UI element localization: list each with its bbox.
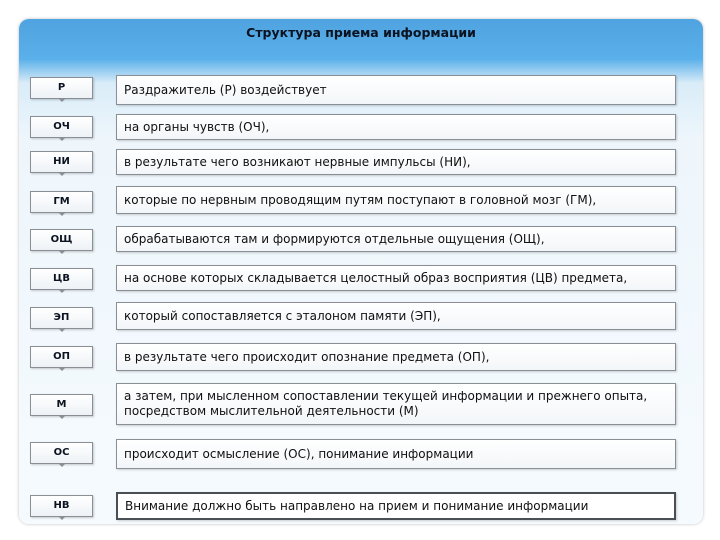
step-code: ОЩ [30,229,93,251]
step-code: ЭП [30,307,93,329]
step-code: НВ [30,495,93,517]
step-description: в результате чего возникают нервные импульсы (НИ), [116,149,676,175]
step-code: НИ [30,151,93,173]
step-description: в результате чего происходит опознание предмета (ОП), [116,343,676,371]
step-code: ОС [30,442,93,464]
step-description: а затем, при мысленном сопоставлении текущей информации и прежнего опыта, посредством мыслительной деятельности (М) [116,383,676,425]
step-description: происходит осмысление (ОС), понимание информации [116,439,676,469]
step-description: на основе которых складывается целостный образ восприятия (ЦВ) предмета, [116,265,676,291]
step-code: ГМ [30,191,93,213]
step-code: Р [30,77,93,99]
step-code: ОП [30,346,93,368]
step-code: М [30,394,93,416]
slide-frame [19,19,703,524]
step-description: который сопоставляется с эталоном памяти (ЭП), [116,302,676,330]
step-code: ЦВ [30,268,93,290]
page-title: Структура приема информации [246,25,476,40]
step-description: Раздражитель (Р) воздействует [116,75,676,105]
step-description: которые по нервным проводящим путям поступают в головной мозг (ГМ), [116,186,676,214]
step-description: на органы чувств (ОЧ), [116,114,676,140]
step-description-final: Внимание должно быть направлено на прием и понимание информации [116,492,676,520]
step-description: обрабатываются там и формируются отдельные ощущения (ОЩ), [116,226,676,252]
step-code: ОЧ [30,116,93,138]
